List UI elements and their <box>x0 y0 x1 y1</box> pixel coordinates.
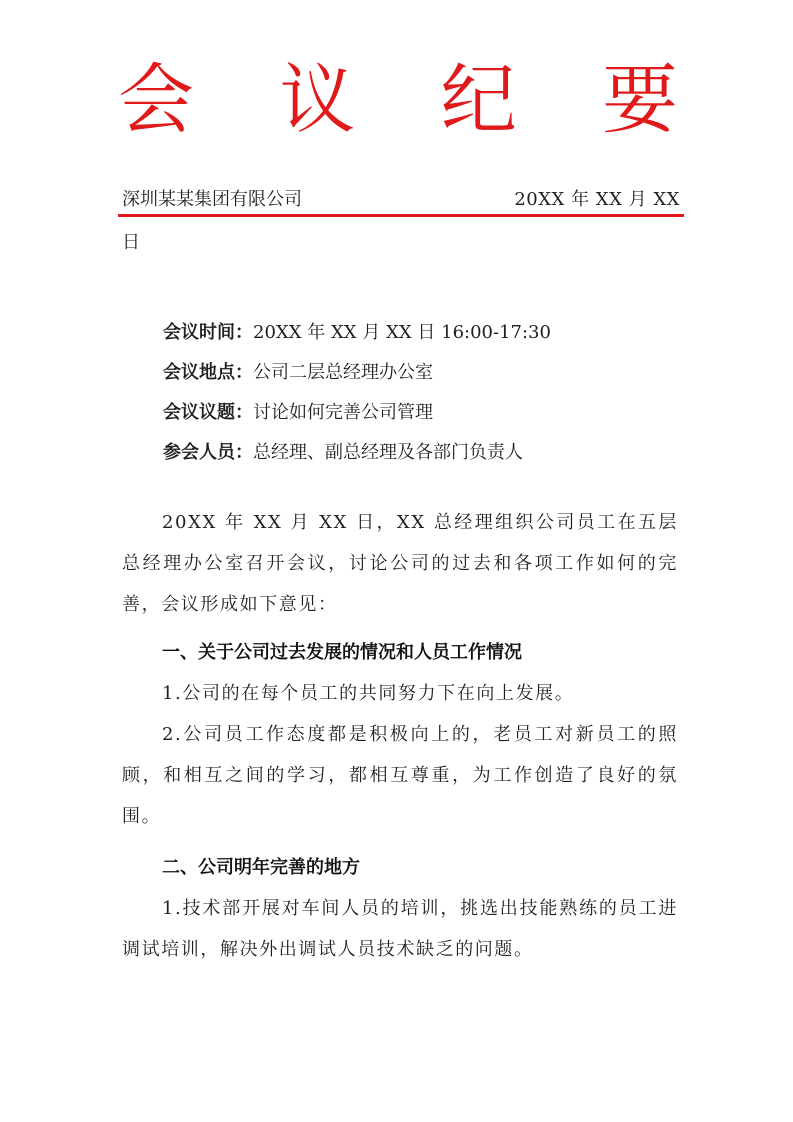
organization-name: 深圳某某集团有限公司 <box>122 189 302 210</box>
meeting-attendees-row <box>163 433 683 473</box>
meeting-time-row <box>163 313 683 353</box>
meeting-topic-row <box>163 393 683 433</box>
title-char: 纪 <box>440 55 517 144</box>
meta-key: 会议议题： <box>163 402 253 423</box>
document-title <box>118 56 678 144</box>
document-body <box>122 502 678 970</box>
header-red-rule <box>118 214 684 217</box>
meta-value: 总经理、副总经理及各部门负责人 <box>253 442 523 463</box>
meta-key: 会议时间： <box>163 322 253 343</box>
issue-date: 20XX 年 XX 月 XX <box>514 189 680 210</box>
meta-key: 会议地点： <box>163 362 253 383</box>
section-heading: 二、公司明年完善的地方 <box>162 857 360 878</box>
issue-date-tail: 日 <box>122 232 140 253</box>
title-char: 议 <box>279 55 356 144</box>
title-char: 要 <box>601 55 678 144</box>
title-char: 会 <box>118 55 194 144</box>
intro-paragraph: 20XX 年 XX 月 XX 日，XX 总经理组织公司员工在五层总经理办公室召开会议，讨论公司的过去和各项工作如何的完善，会议形成如下意见： <box>122 512 678 615</box>
list-item: 1.技术部开展对车间人员的培训，挑选出技能熟练的员工进调试培训，解决外出调试人员技术缺乏的问题。 <box>122 898 678 960</box>
meta-value: 公司二层总经理办公室 <box>253 362 433 383</box>
section-heading: 一、关于公司过去发展的情况和人员工作情况 <box>162 642 522 663</box>
list-item: 1.公司的在每个员工的共同努力下在向上发展。 <box>162 683 575 704</box>
list-item: 2.公司员工作态度都是积极向上的，老员工对新员工的照顾，和相互之间的学习，都相互尊重，为工作创造了良好的氛围。 <box>122 724 678 827</box>
meta-key: 参会人员： <box>163 442 253 463</box>
meeting-info <box>163 313 683 473</box>
meta-value: 20XX 年 XX 月 XX 日 16:00-17:30 <box>253 322 551 343</box>
meeting-location-row <box>163 353 683 393</box>
meta-value: 讨论如何完善公司管理 <box>253 402 433 423</box>
